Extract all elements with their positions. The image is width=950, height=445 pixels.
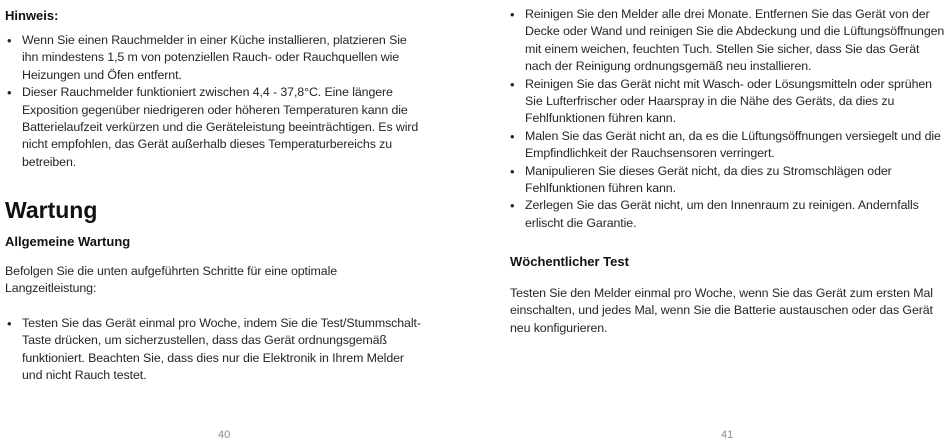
page-number-left: 40 bbox=[218, 429, 231, 441]
list-item-text: • Wenn Sie einen Rauchmelder in einer Küche installieren, platzieren Sie ihn mindestens 1,5 m von potenziellen Rauch- oder Rauchquellen wie Heizungen und Öfen entfernt. bbox=[22, 33, 407, 82]
maintenance-list-right bbox=[509, 6, 945, 232]
list-item-text: • Reinigen Sie den Melder alle drei Monate. Entfernen Sie das Gerät von der Decke oder Wand und reinigen Sie die Abdeckung und die Lüftungsöffnungen mit einem weichen, feuchten Tuch. Stellen Sie sicher, dass Sie das Gerät nach der Reinigung ordnungsgemäß neu installieren. bbox=[525, 7, 945, 74]
maintenance-list-left bbox=[6, 315, 422, 385]
hint-list bbox=[6, 32, 422, 171]
list-item-text: • Manipulieren Sie dieses Gerät nicht, da dies zu Stromschlägen oder Fehlfunktionen führen kann. bbox=[525, 163, 892, 196]
intro-paragraph: Befolgen Sie die unten aufgeführten Schritte für eine optimale Langzeitleistung: bbox=[5, 264, 338, 296]
list-item-text: • Dieser Rauchmelder funktioniert zwischen 4,4 - 37,8°C. Eine längere Exposition gegenüber niedrigeren oder höheren Temperaturen kann die Batterielaufzeit verkürzen und die Geräteleistung beeinträchtigen. Es wird nicht empfohlen, das Gerät außerhalb dieses Temperaturbereichs zu betreiben. bbox=[22, 85, 419, 169]
list-item-text: • Malen Sie das Gerät nicht an, da es die Lüftungsöffnungen versiegelt und die Empfindlichkeit der Rauchsensoren verringert. bbox=[525, 128, 941, 161]
weekly-test-paragraph: Testen Sie den Melder einmal pro Woche, wenn Sie das Gerät zum ersten Mal einschalten, und jedes Mal, wenn Sie die Batterie austauschen oder das Gerät neu konfigurieren. bbox=[510, 286, 933, 335]
weekly-test-heading: Wöchentlicher Test bbox=[510, 254, 629, 269]
right-page bbox=[475, 0, 950, 445]
list-item bbox=[509, 6, 945, 76]
list-item bbox=[6, 315, 422, 385]
list-item-text: • Testen Sie das Gerät einmal pro Woche, indem Sie die Test/Stummschalt-Taste drücken, um sicherzustellen, dass das Gerät ordnungsgemäß funktioniert. Beachten Sie, dass dies nur die Elektronik in Ihrem Melder und nicht Rauch testet. bbox=[22, 316, 421, 383]
section-title: Wartung bbox=[5, 197, 98, 223]
subsection-title: Allgemeine Wartung bbox=[5, 234, 131, 249]
page-number-right: 41 bbox=[721, 429, 734, 441]
list-item bbox=[509, 128, 945, 163]
list-item-text: • Zerlegen Sie das Gerät nicht, um den Innenraum zu reinigen. Andernfalls erlischt die Garantie. bbox=[525, 198, 919, 230]
list-item bbox=[509, 76, 945, 128]
list-item bbox=[6, 84, 422, 171]
list-item bbox=[509, 163, 945, 198]
list-item bbox=[509, 197, 945, 232]
list-item bbox=[6, 32, 422, 84]
hint-heading: Hinweis: bbox=[5, 8, 59, 23]
list-item-text: • Reinigen Sie das Gerät nicht mit Wasch- oder Lösungsmitteln oder sprühen Sie Lufterfrischer oder Haarspray in die Nähe des Geräts, da dies zu Fehlfunktionen führen kann. bbox=[525, 76, 932, 126]
